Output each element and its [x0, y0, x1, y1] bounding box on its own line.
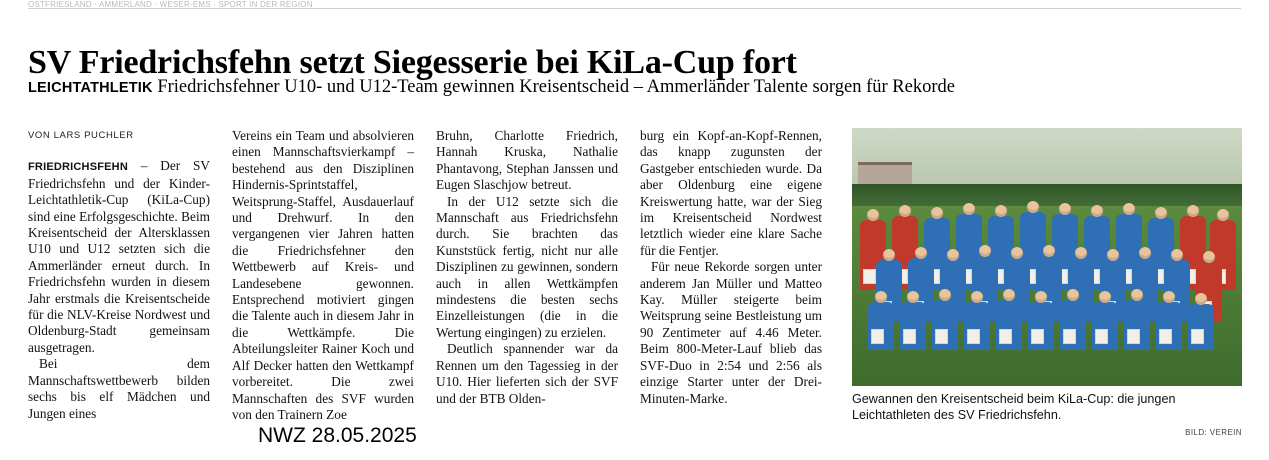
person: [900, 302, 926, 350]
paragraph: In der U12 setzte sich die Mannschaft aus Friedrichsfehn durch. Sie brachten das Kunststück fertig, nicht nur alle Disziplinen zu gewinnen, sondern auch in allen Wettkämpfen mindestens die besten sechs Einzelleistungen (die in die Wertung eingingen) zu erzielen.: [436, 193, 618, 340]
article-byline: VON LARS PUCHLER: [28, 130, 134, 141]
person: [932, 300, 958, 350]
article-subheadline: [28, 76, 1243, 99]
person: [1060, 300, 1086, 350]
paragraph: [28, 158, 210, 356]
paragraph: Für neue Rekorde sorgen unter anderem Jan Müller und Matteo Kay. Müller steigerte beim Weitsprung seine Bestleistung um 90 Zentimeter auf 4.46 Meter. Beim 800-Meter-Lauf blieb das SVF-Duo in 2:54 und 2:56 als einzige Starter unter der Drei-Minuten-Marke.: [640, 259, 822, 406]
article-photo-block: [852, 128, 1242, 437]
article-body: [28, 128, 840, 428]
person: [868, 302, 894, 350]
person: [1028, 302, 1054, 350]
page-top-ghost-text: OSTFRIESLAND · AMMERLAND · WESER-EMS · SPORT IN DER REGION: [28, 0, 313, 8]
paragraph: burg ein Kopf-an-Kopf-Rennen, das knapp zugunsten der Gastgeber entschieden wurde. Da aber Oldenburg eine eigene Kreiswertung hatte, war der Sieg im Kreisentscheid Nordwest letztlich wieder eine klare Sache für die Fentjer.: [640, 128, 822, 258]
paragraph: Bruhn, Charlotte Friedrich, Hannah Kruska, Nathalie Phantavong, Stephan Janssen und Eugen Slaschjow betreut.: [436, 128, 618, 193]
paragraph-text: – Der SV Friedrichsfehn und der Kinder-Leichtathletik-Cup (KiLa-Cup) sind eine Erfolgsgeschichte. Beim Kreisentscheid der Altersklassen U10 und U12 setzten sich die Ammerländer erneut durch. In Friedrichsfehn wurden in diesem Jahr erstmals die Kreisentscheide für die NLV-Kreise Nordwest und Oldenburg-Stadt gemeinsam ausgetragen.: [28, 158, 211, 355]
section-kicker: LEICHTATHLETIK: [28, 80, 153, 96]
article-headline: SV Friedrichsfehn setzt Siegesserie bei KiLa-Cup fort: [28, 43, 797, 81]
article-column-1: [28, 128, 210, 422]
article-column-3: [436, 128, 618, 407]
paragraph: Deutlich spannender war da Rennen um den Tagessieg in der U10. Hier lieferten sich der SVF und der BTB Olden-: [436, 341, 618, 406]
person: [996, 300, 1022, 350]
dateline: FRIEDRICHSFEHN: [28, 161, 128, 174]
subheadline-text: Friedrichsfehner U10- und U12-Team gewinnen Kreisentscheid – Ammerländer Talente sorgen für Rekorde: [157, 77, 955, 97]
photo-caption: Gewannen den Kreisentscheid beim KiLa-Cup: die jungen Leichtathleten des SV Friedrichsfehn.: [852, 392, 1176, 422]
person: [1156, 302, 1182, 350]
paragraph: Bei dem Mannschaftswettbewerb bilden sechs bis elf Mädchen und Jungen eines: [28, 356, 210, 421]
paragraph: Vereins ein Team und absolvieren einen Mannschaftsvierkampf – bestehend aus den Disziplinen Hindernis-Sprintstaffel, Weitsprung-Staffel, Ausdauerlauf und Drehwurf. In den vergangenen vier Jahren hatten die Friedrichsfehner den Wettbewerb auf Kreis- und Landesebene gewonnen. Entsprechend motiviert gingen die Talente auch in diesem Jahr in die Wettkämpfe. Die Abteilungsleiter Rainer Koch und Alf Decker hatten den Wettkampf vorbereitet. Die zwei Mannschaften des SVF wurden von den Trainern Zoe: [232, 128, 414, 422]
photo-team-group: [852, 198, 1242, 370]
article-column-4: [640, 128, 822, 407]
person: [1124, 300, 1150, 350]
person: [964, 302, 990, 350]
photo-credit: BILD: VEREIN: [1185, 428, 1242, 438]
article-column-2: [232, 128, 414, 423]
header-divider: [28, 8, 1241, 9]
person: [1188, 304, 1214, 350]
person: [1092, 302, 1118, 350]
team-photo: [852, 128, 1242, 386]
source-stamp: NWZ 28.05.2025: [258, 424, 417, 447]
